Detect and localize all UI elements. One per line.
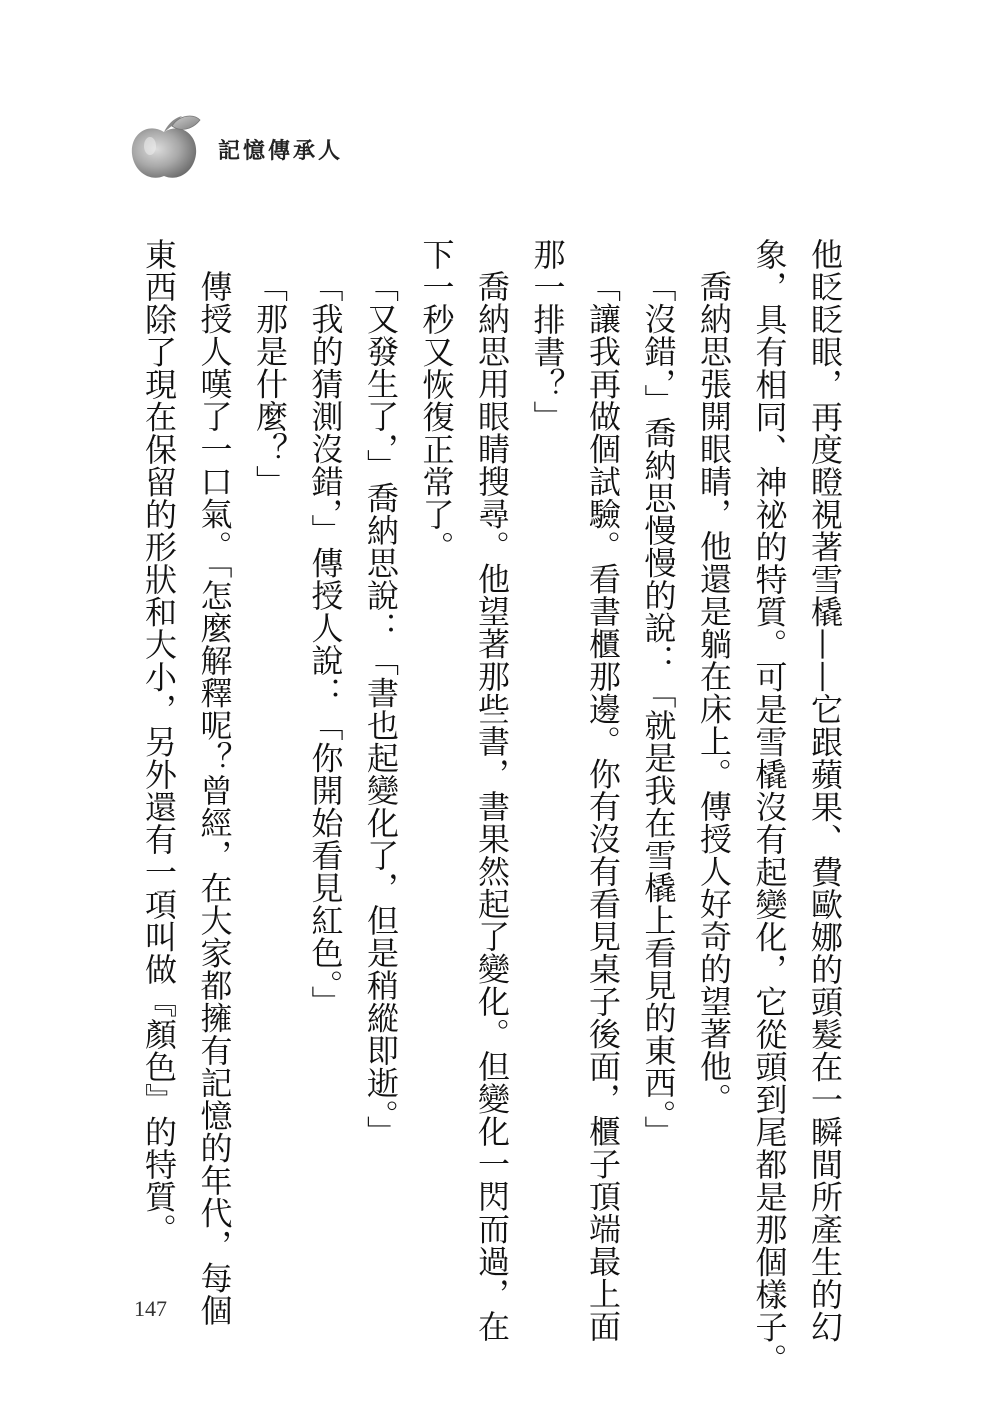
book-title: 記憶傳承人 (218, 139, 344, 164)
text-line: 象，具有相同、神祕的特質。可是雪橇沒有起變化，它從頭到尾都是那個樣子。 (750, 238, 789, 1376)
apple-icon (128, 112, 204, 182)
text-line: 喬納思用眼睛搜尋。他望著那些書，書果然起了變化。但變化一閃而過，在 (473, 270, 511, 1343)
text-line: 「我的猜測沒錯，」傳授人說：「你開始看見紅色。」 (306, 270, 345, 1018)
page-number: 147 (134, 1296, 167, 1321)
text-line: 那一排書？」 (528, 238, 567, 433)
text-line: 「那是什麼？」 (251, 270, 289, 498)
text-line: 喬納思張開眼睛，他還是躺在床上。傳授人好奇的望著他。 (695, 270, 733, 1115)
running-header (128, 112, 528, 182)
text-line: 東西除了現在保留的形狀和大小，另外還有一項叫做『顏色』的特質。 (140, 238, 178, 1246)
text-line: 「讓我再做個試驗。看書櫃那邊。你有沒有看見桌子後面，櫃子頂端最上面 (584, 270, 622, 1343)
text-line: 他眨眨眼，再度瞪視著雪橇——它跟蘋果、費歐娜的頭髮在一瞬間所產生的幻 (806, 238, 844, 1343)
text-line: 傳授人嘆了一口氣。「怎麼解釋呢？曾經，在大家都擁有記憶的年代，每個 (195, 270, 234, 1327)
text-line: 下一秒又恢復正常了。 (417, 238, 456, 563)
text-line: 「又發生了，」喬納思說：「書也起變化了，但是稍縱即逝。」 (362, 270, 400, 1148)
text-line: 「沒錯，」喬納思慢慢的說：「就是我在雪橇上看見的東西。」 (639, 270, 678, 1148)
